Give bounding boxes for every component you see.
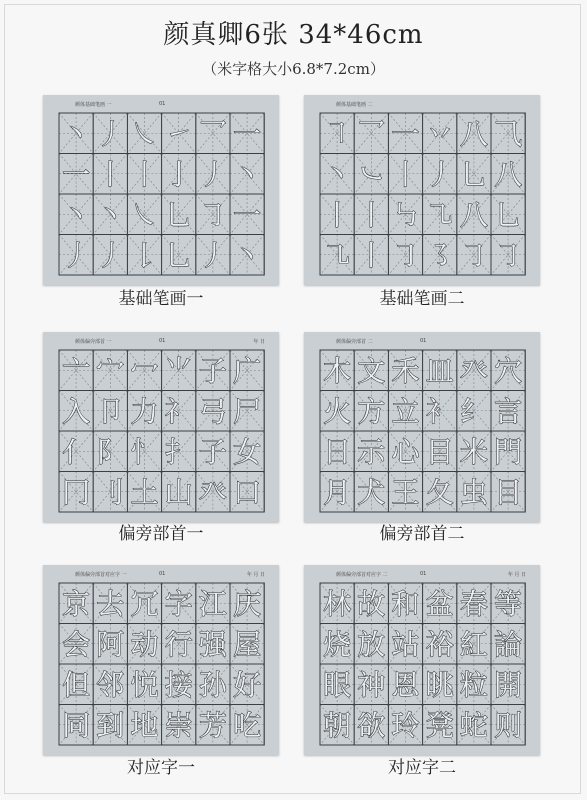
practice-character: 到 bbox=[96, 708, 125, 742]
sheet-header-date: 年 月 日 bbox=[246, 572, 265, 578]
practice-character: ㇈ bbox=[425, 198, 454, 232]
practice-character: 裕 bbox=[425, 627, 454, 661]
practice-character: 站 bbox=[391, 627, 420, 661]
practice-character: 丨 bbox=[357, 198, 386, 232]
practice-character: 丶 bbox=[233, 157, 262, 191]
practice-character: ㇀ bbox=[164, 117, 193, 151]
practice-character: 接 bbox=[164, 668, 193, 702]
sheet-header-number: 01 bbox=[159, 571, 166, 577]
practice-character: 方 bbox=[357, 394, 386, 428]
sheet-header-number: 01 bbox=[159, 338, 166, 344]
practice-character: 乚 bbox=[164, 198, 193, 232]
practice-character: 子 bbox=[198, 354, 227, 388]
practice-character: ㇕ bbox=[323, 117, 352, 151]
practice-character: 强 bbox=[198, 627, 227, 661]
sheet-caption: 偏旁部首二 bbox=[379, 524, 465, 544]
practice-character: 丶 bbox=[233, 238, 262, 272]
practice-character: 冖 bbox=[130, 354, 159, 388]
sheet-caption: 偏旁部首一 bbox=[118, 524, 204, 544]
sheet-header-date: 年 月 日 bbox=[507, 572, 526, 578]
practice-character: 立 bbox=[391, 394, 420, 428]
practice-character: ㇌ bbox=[425, 238, 454, 272]
practice-character: 八 bbox=[494, 157, 523, 191]
practice-character: 丿 bbox=[425, 157, 454, 191]
practice-character: 子 bbox=[198, 435, 227, 469]
practice-character: 女 bbox=[233, 435, 262, 469]
practice-sheet bbox=[43, 332, 279, 522]
practice-character: 乛 bbox=[357, 117, 386, 151]
practice-character: 丶 bbox=[62, 198, 91, 232]
practice-character: 阿 bbox=[96, 627, 125, 661]
practice-character: 癶 bbox=[198, 475, 227, 509]
practice-character: 心 bbox=[391, 435, 420, 469]
practice-character: ㇏ bbox=[130, 117, 159, 151]
mizige-grid bbox=[43, 95, 279, 285]
practice-character: 放 bbox=[357, 627, 386, 661]
practice-character: 卩 bbox=[96, 394, 125, 428]
mizige-grid bbox=[304, 565, 540, 755]
practice-character: 宀 bbox=[96, 354, 125, 388]
practice-character: 邻 bbox=[96, 668, 125, 702]
practice-character: 丶 bbox=[62, 117, 91, 151]
practice-character: 門 bbox=[494, 435, 523, 469]
practice-character: 穴 bbox=[494, 354, 523, 388]
practice-character: 字 bbox=[164, 587, 193, 621]
practice-character: 忄 bbox=[130, 435, 159, 469]
page-title: 颜真卿6张 34*46cm bbox=[163, 20, 424, 50]
practice-character: 吃 bbox=[233, 708, 262, 742]
practice-sheet bbox=[304, 332, 540, 522]
practice-character: 夂 bbox=[425, 475, 454, 509]
practice-character: 丷 bbox=[425, 117, 454, 151]
mizige-grid bbox=[304, 332, 540, 522]
sheet-caption: 基础笔画二 bbox=[379, 289, 465, 309]
practice-character: 丨 bbox=[130, 157, 159, 191]
sheet-caption: 对应字二 bbox=[388, 758, 456, 778]
practice-character: 屋 bbox=[233, 627, 262, 661]
practice-character: 京 bbox=[62, 587, 91, 621]
practice-character: 丨 bbox=[323, 198, 352, 232]
practice-character: 纟 bbox=[459, 394, 488, 428]
practice-character: 神 bbox=[357, 668, 386, 702]
practice-character: 犬 bbox=[357, 475, 386, 509]
practice-character: 地 bbox=[130, 708, 159, 742]
practice-character: 王 bbox=[391, 475, 420, 509]
practice-character: 皿 bbox=[425, 354, 454, 388]
practice-character: 亠 bbox=[62, 354, 91, 388]
sheet-header-number: 01 bbox=[420, 338, 427, 344]
practice-character: 丨 bbox=[391, 157, 420, 191]
practice-character: 冂 bbox=[62, 475, 91, 509]
practice-character: 日 bbox=[323, 435, 352, 469]
practice-character: 丿 bbox=[198, 157, 227, 191]
practice-character: 衤 bbox=[425, 394, 454, 428]
practice-character: 丨 bbox=[96, 157, 125, 191]
practice-character: 八 bbox=[459, 117, 488, 151]
practice-character: 同 bbox=[62, 708, 91, 742]
practice-character: 一 bbox=[62, 157, 91, 191]
practice-character: 江 bbox=[198, 587, 227, 621]
practice-character: 丨 bbox=[357, 238, 386, 272]
practice-character: 孙 bbox=[198, 668, 227, 702]
practice-character: 乚 bbox=[164, 238, 193, 272]
practice-character: ㇆ bbox=[459, 238, 488, 272]
practice-character: 乚 bbox=[494, 198, 523, 232]
sheet-caption: 基础笔画一 bbox=[118, 289, 204, 309]
practice-character: 眺 bbox=[425, 668, 454, 702]
practice-character: 虫 bbox=[459, 475, 488, 509]
practice-character: 林 bbox=[323, 587, 352, 621]
practice-character: 阝 bbox=[96, 435, 125, 469]
practice-character: 春 bbox=[459, 587, 488, 621]
practice-character: 文 bbox=[357, 354, 386, 388]
practice-character: 論 bbox=[494, 627, 523, 661]
practice-character: 恩 bbox=[391, 668, 420, 702]
practice-character: 动 bbox=[130, 627, 159, 661]
practice-character: 目 bbox=[494, 475, 523, 509]
practice-character: 示 bbox=[357, 435, 386, 469]
practice-sheet bbox=[304, 95, 540, 285]
practice-character: 火 bbox=[323, 394, 352, 428]
practice-character: 等 bbox=[494, 587, 523, 621]
sheet-header-title: 颜体偏旁部首对应字 一 bbox=[75, 572, 127, 578]
sheet-header-title: 颜体偏旁部首 一 bbox=[75, 339, 112, 345]
practice-character: 丿 bbox=[198, 238, 227, 272]
practice-character: ㇆ bbox=[198, 198, 227, 232]
practice-character: 欲 bbox=[357, 708, 386, 742]
practice-character: 刂 bbox=[96, 475, 125, 509]
practice-character: 粒 bbox=[459, 668, 488, 702]
practice-character: 朝 bbox=[323, 708, 352, 742]
practice-character: 丿 bbox=[62, 238, 91, 272]
practice-character: 礻 bbox=[164, 394, 193, 428]
practice-character: 行 bbox=[164, 627, 193, 661]
practice-character: 广 bbox=[233, 354, 262, 388]
practice-character: 𠄌 bbox=[130, 238, 159, 272]
sheet-header-date: 年 日 bbox=[253, 339, 265, 345]
practice-character: 力 bbox=[130, 394, 159, 428]
mizige-grid bbox=[304, 95, 540, 285]
practice-character: ㇉ bbox=[391, 198, 420, 232]
practice-character: 芳 bbox=[198, 708, 227, 742]
sheet-header-title: 颜体基础笔画 二 bbox=[336, 102, 373, 108]
practice-character: 丶 bbox=[96, 198, 125, 232]
practice-character: 烧 bbox=[323, 627, 352, 661]
practice-character: 一 bbox=[233, 117, 262, 151]
practice-character: 故 bbox=[357, 587, 386, 621]
practice-character: 悦 bbox=[130, 668, 159, 702]
practice-character: 八 bbox=[459, 198, 488, 232]
practice-character: ⺄ bbox=[494, 117, 523, 151]
practice-character: 丿 bbox=[96, 117, 125, 151]
sheet-header-number: 01 bbox=[420, 571, 427, 577]
practice-sheet bbox=[43, 565, 279, 755]
practice-character: 丶 bbox=[323, 157, 352, 191]
practice-character: 一 bbox=[233, 198, 262, 232]
practice-character: 口 bbox=[233, 475, 262, 509]
practice-character: 则 bbox=[494, 708, 523, 742]
practice-character: 去 bbox=[96, 587, 125, 621]
practice-character: ㇏ bbox=[130, 198, 159, 232]
practice-character: 扌 bbox=[164, 435, 193, 469]
sheet-header-number: 01 bbox=[159, 101, 166, 107]
practice-character: 乚 bbox=[459, 157, 488, 191]
practice-character: 崇 bbox=[164, 708, 193, 742]
practice-character: 眼 bbox=[323, 668, 352, 702]
practice-character: 尸 bbox=[233, 394, 262, 428]
practice-character: 但 bbox=[62, 668, 91, 702]
practice-character: 盆 bbox=[425, 587, 454, 621]
sheet-header-title: 颜体偏旁部首对应字 二 bbox=[336, 572, 388, 578]
practice-character: 入 bbox=[62, 394, 91, 428]
practice-character: ㇃ bbox=[357, 157, 386, 191]
practice-character: 亻 bbox=[62, 435, 91, 469]
practice-character: 月 bbox=[323, 475, 352, 509]
practice-character: 癶 bbox=[459, 354, 488, 388]
practice-sheet bbox=[304, 565, 540, 755]
practice-character: 好 bbox=[233, 668, 262, 702]
sheet-caption: 对应字一 bbox=[127, 758, 195, 778]
practice-character: 弓 bbox=[198, 394, 227, 428]
practice-character: 目 bbox=[425, 435, 454, 469]
practice-character: 開 bbox=[494, 668, 523, 702]
practice-character: 山 bbox=[164, 475, 193, 509]
practice-character: ⺌ bbox=[164, 354, 193, 388]
practice-character: 一 bbox=[391, 117, 420, 151]
page-subtitle: （米字格大小6.8*7.2cm） bbox=[202, 60, 385, 78]
practice-character: 和 bbox=[391, 587, 420, 621]
practice-character: 玲 bbox=[391, 708, 420, 742]
sheet-header-title: 颜体偏旁部首 二 bbox=[336, 339, 373, 345]
mizige-grid bbox=[43, 565, 279, 755]
mizige-grid bbox=[43, 332, 279, 522]
practice-character: ㇆ bbox=[494, 238, 523, 272]
practice-character: 木 bbox=[323, 354, 352, 388]
practice-character: 乛 bbox=[198, 117, 227, 151]
practice-character: 土 bbox=[130, 475, 159, 509]
practice-character: 紅 bbox=[459, 627, 488, 661]
practice-character: 冗 bbox=[130, 587, 159, 621]
practice-character: 会 bbox=[62, 627, 91, 661]
practice-character: ㇆ bbox=[391, 238, 420, 272]
practice-character: 言 bbox=[494, 394, 523, 428]
practice-sheet bbox=[43, 95, 279, 285]
practice-character: 庆 bbox=[233, 587, 262, 621]
practice-character: 丿 bbox=[96, 238, 125, 272]
practice-character: 蛇 bbox=[459, 708, 488, 742]
sheet-header-title: 颜体基础笔画 一 bbox=[75, 102, 112, 108]
practice-character: 米 bbox=[459, 435, 488, 469]
practice-character: 凳 bbox=[425, 708, 454, 742]
practice-character: ㇈ bbox=[323, 238, 352, 272]
practice-character: 禾 bbox=[391, 354, 420, 388]
practice-character: 亅 bbox=[164, 157, 193, 191]
